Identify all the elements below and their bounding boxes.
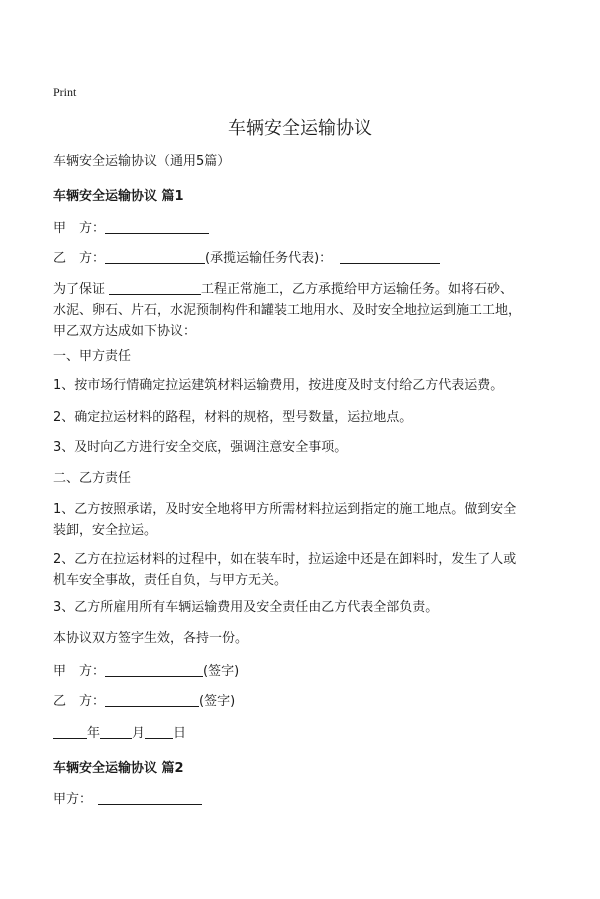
sign-a-suffix: (签字) [203, 664, 240, 679]
section2-party-a-blank [98, 792, 202, 805]
party-b-line [53, 251, 440, 267]
section2-party-a-label: 甲方： [53, 792, 93, 807]
party-b-rep-label: (承揽运输任务代表)： [205, 251, 333, 266]
sign-b-suffix: (签字) [199, 694, 236, 709]
intro-paragraph [53, 279, 553, 342]
a-item-3: 3、及时向乙方进行安全交底，强调注意安全事项。 [53, 440, 348, 455]
party-b-label: 乙 方： [53, 251, 106, 266]
section2-heading: 车辆安全运输协议 篇2 [53, 761, 184, 776]
intro-line2: 水泥、卵石、片石，水泥预制构件和罐装工地用水、及时安全地拉运到施工工地， [53, 303, 522, 318]
b-item-1-line1: 1、乙方按照承诺，及时安全地将甲方所需材料拉运到指定的施工地点。做到安全 [53, 502, 517, 517]
date-year: 年 [87, 726, 101, 741]
print-label: Print [53, 85, 77, 99]
party-a-line [53, 221, 209, 237]
date-day: 日 [173, 726, 187, 741]
document-title: 车辆安全运输协议 [228, 118, 372, 139]
party-a-label: 甲 方： [53, 221, 106, 236]
b-item-1 [53, 499, 553, 541]
b-item-1-line2: 装卸，安全拉运。 [53, 523, 158, 538]
party-a-blank [105, 221, 209, 234]
sign-b-line [53, 694, 235, 710]
year-blank [53, 726, 87, 739]
intro-line3: 甲乙双方达成如下协议： [53, 324, 197, 339]
b-item-3: 3、乙方所雇用所有车辆运输费用及安全责任由乙方代表全部负责。 [53, 600, 439, 615]
date-month: 月 [132, 726, 146, 741]
sign-b-blank [105, 694, 199, 707]
a-item-1: 1、按市场行情确定拉运建筑材料运输费用，按进度及时支付给乙方代表运费。 [53, 378, 504, 393]
sign-a-label: 甲 方： [53, 664, 106, 679]
intro-pre: 为了保证 [53, 282, 106, 297]
a-item-2: 2、确定拉运材料的路程，材料的规格，型号数量，运拉地点。 [53, 410, 413, 425]
day-blank [145, 726, 173, 739]
party-b-blank [105, 251, 205, 264]
intro-line1: 工程正常施工，乙方承揽给甲方运输任务。如将石砂、 [201, 282, 514, 297]
party-b-rep-blank [340, 251, 440, 264]
effect-clause: 本协议双方签字生效，各持一份。 [53, 631, 249, 646]
b-resp-title: 二、乙方责任 [53, 471, 132, 486]
a-resp-title: 一、甲方责任 [53, 349, 132, 364]
b-item-2-line1: 2、乙方在拉运材料的过程中，如在装车时，拉运途中还是在卸料时，发生了人或 [53, 552, 517, 567]
b-item-2-line2: 机车安全事故，责任自负，与甲方无关。 [53, 573, 288, 588]
project-blank [109, 282, 201, 295]
date-line [53, 726, 186, 742]
section2-party-a-line [53, 792, 202, 808]
section1-heading: 车辆安全运输协议 篇1 [53, 189, 184, 204]
sign-a-line [53, 664, 239, 680]
sign-a-blank [105, 664, 203, 677]
document-subtitle: 车辆安全运输协议（通用5篇） [53, 154, 231, 169]
month-blank [100, 726, 132, 739]
b-item-2 [53, 549, 553, 591]
sign-b-label: 乙 方： [53, 694, 106, 709]
